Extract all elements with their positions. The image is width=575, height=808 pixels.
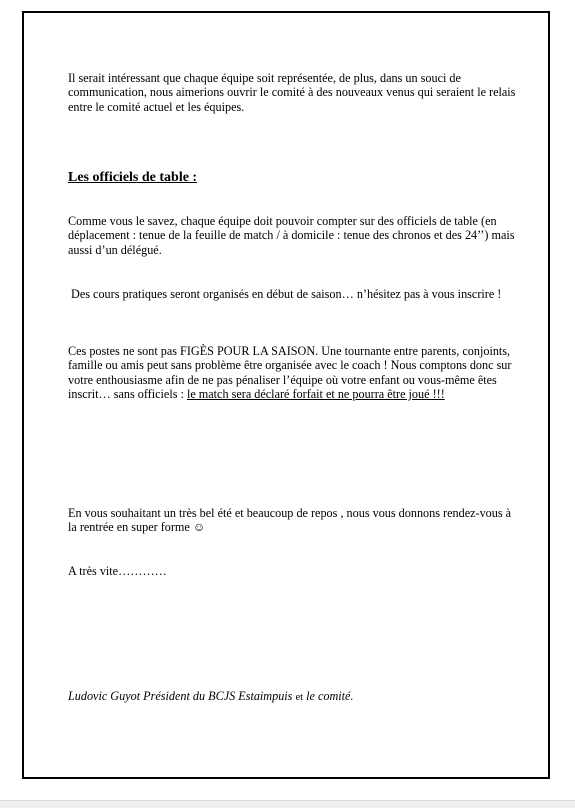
officials-paragraph: Comme vous le savez, chaque équipe doit pouvoir compter sur des officiels de table (en déplacement : tenue de la feuille de match / à domicile : tenue des chronos et des 24’’) mais aussi d’un délégué.: [68, 214, 515, 257]
wishes-paragraph: En vous souhaitant un très bel été et beaucoup de repos , nous vous donnons rendez-vous à la rentrée en super forme ☺: [68, 506, 512, 535]
signature: [68, 689, 354, 704]
section-heading: Les officiels de table :: [68, 170, 198, 185]
closing-line: A très vite…………: [68, 564, 167, 578]
signature-committee: le comité.: [303, 689, 354, 703]
forfeit-warning: le match sera déclaré forfait et ne pourra être joué !!!: [186, 386, 445, 401]
posts-paragraph: [68, 344, 520, 401]
intro-paragraph: Il serait intéressant que chaque équipe soit représentée, de plus, dans un souci de communication, nous aimerions ouvrir le comité à des nouveaux venus qui seraient le relais entre le comité actuel et les équipes.: [68, 71, 516, 114]
posts-text: Ces postes ne sont pas FIGÈS POUR LA SAISON. Une tournante entre parents, conjoints, famille ou amis peut sans problème être organisée avec le coach ! Nous comptons donc sur votre enthousiasme afin de ne pas pénaliser l’équipe où votre enfant ou vous-même êtes inscrit… sans officiels :: [68, 344, 512, 401]
signature-and: et: [295, 692, 304, 703]
viewer-bottom-edge: [0, 800, 575, 808]
courses-paragraph: Des cours pratiques seront organisés en début de saison… n’hésitez pas à vous inscrire !: [68, 287, 502, 301]
signature-name: Ludovic Guyot Président du BCJS Estaimpuis: [68, 689, 293, 703]
